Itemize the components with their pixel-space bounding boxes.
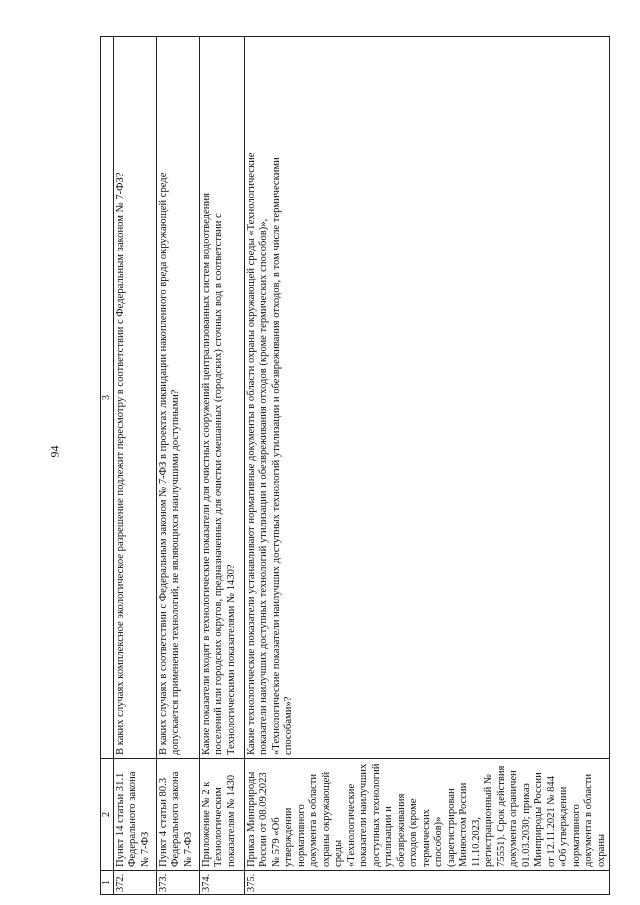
table-row (113, 37, 156, 895)
row-source: Приказ Минприроды России от 08.09.2023 № 579 «Об утверждении нормативного документа в области охраны окружающей среды «Технологические показатели наилучших доступных технологий утилизации и обезвреживания отходов (кроме термических способов)» (зарегистрирован Минюстом России 11.10.2023, регистрационный № 75551). Срок действия документа ограничен 01.03.2030; приказ Минприроды России от 12.11.2021 № 844 «Об утверждении нормативного документа в области охраны (244, 759, 610, 871)
rotated-table-container (100, 37, 607, 895)
header-col-1: 1 (101, 871, 114, 895)
row-question: В каких случаях комплексное экологическое разрешение подлежит пересмотру в соответствии с Федеральным законом № 7-ФЗ? (113, 37, 156, 759)
row-question: Какие технологические показатели устанавливают нормативные документы в области охраны окружающей среды «Технологические показатели наилучших доступных технологий утилизации и обезвреживания отходов (кроме термических способов)», «Технологические показатели наилучших доступных технологий утилизации и обезвреживания отходов, в том числе термическими способами»? (244, 37, 610, 759)
page-number: 94 (47, 445, 62, 458)
row-question: В каких случаях в соответствии с Федеральным законом № 7-ФЗ в проектах ликвидации накопленного вреда окружающей среде допускается применение технологий, не являющихся наилучшими доступными? (156, 37, 199, 759)
table-header-row (101, 37, 114, 895)
row-question: Какие показатели входят в технологические показатели для очистных сооружений централизованных систем водоотведения поселений или городских округов, предназначенных для очистки смешанных (городских) сточных вод в соответствии с Технологическими показателями № 1430? (199, 37, 244, 759)
header-col-2: 2 (101, 759, 114, 871)
row-source: Пункт 4 статьи 80.3 Федерального закона № 7-ФЗ (156, 759, 199, 871)
row-source: Приложение № 2 к Технологическим показателям № 1430 (199, 759, 244, 871)
row-source: Пункт 14 статьи 31.1 Федерального закона № 7-ФЗ (113, 759, 156, 871)
row-number: 373. (156, 871, 199, 895)
header-col-3: 3 (101, 37, 114, 759)
row-number: 372. (113, 871, 156, 895)
row-number: 375. (244, 871, 610, 895)
table-row (244, 37, 610, 895)
questions-table (100, 36, 610, 895)
row-number: 374. (199, 871, 244, 895)
table-row (199, 37, 244, 895)
table-row (156, 37, 199, 895)
